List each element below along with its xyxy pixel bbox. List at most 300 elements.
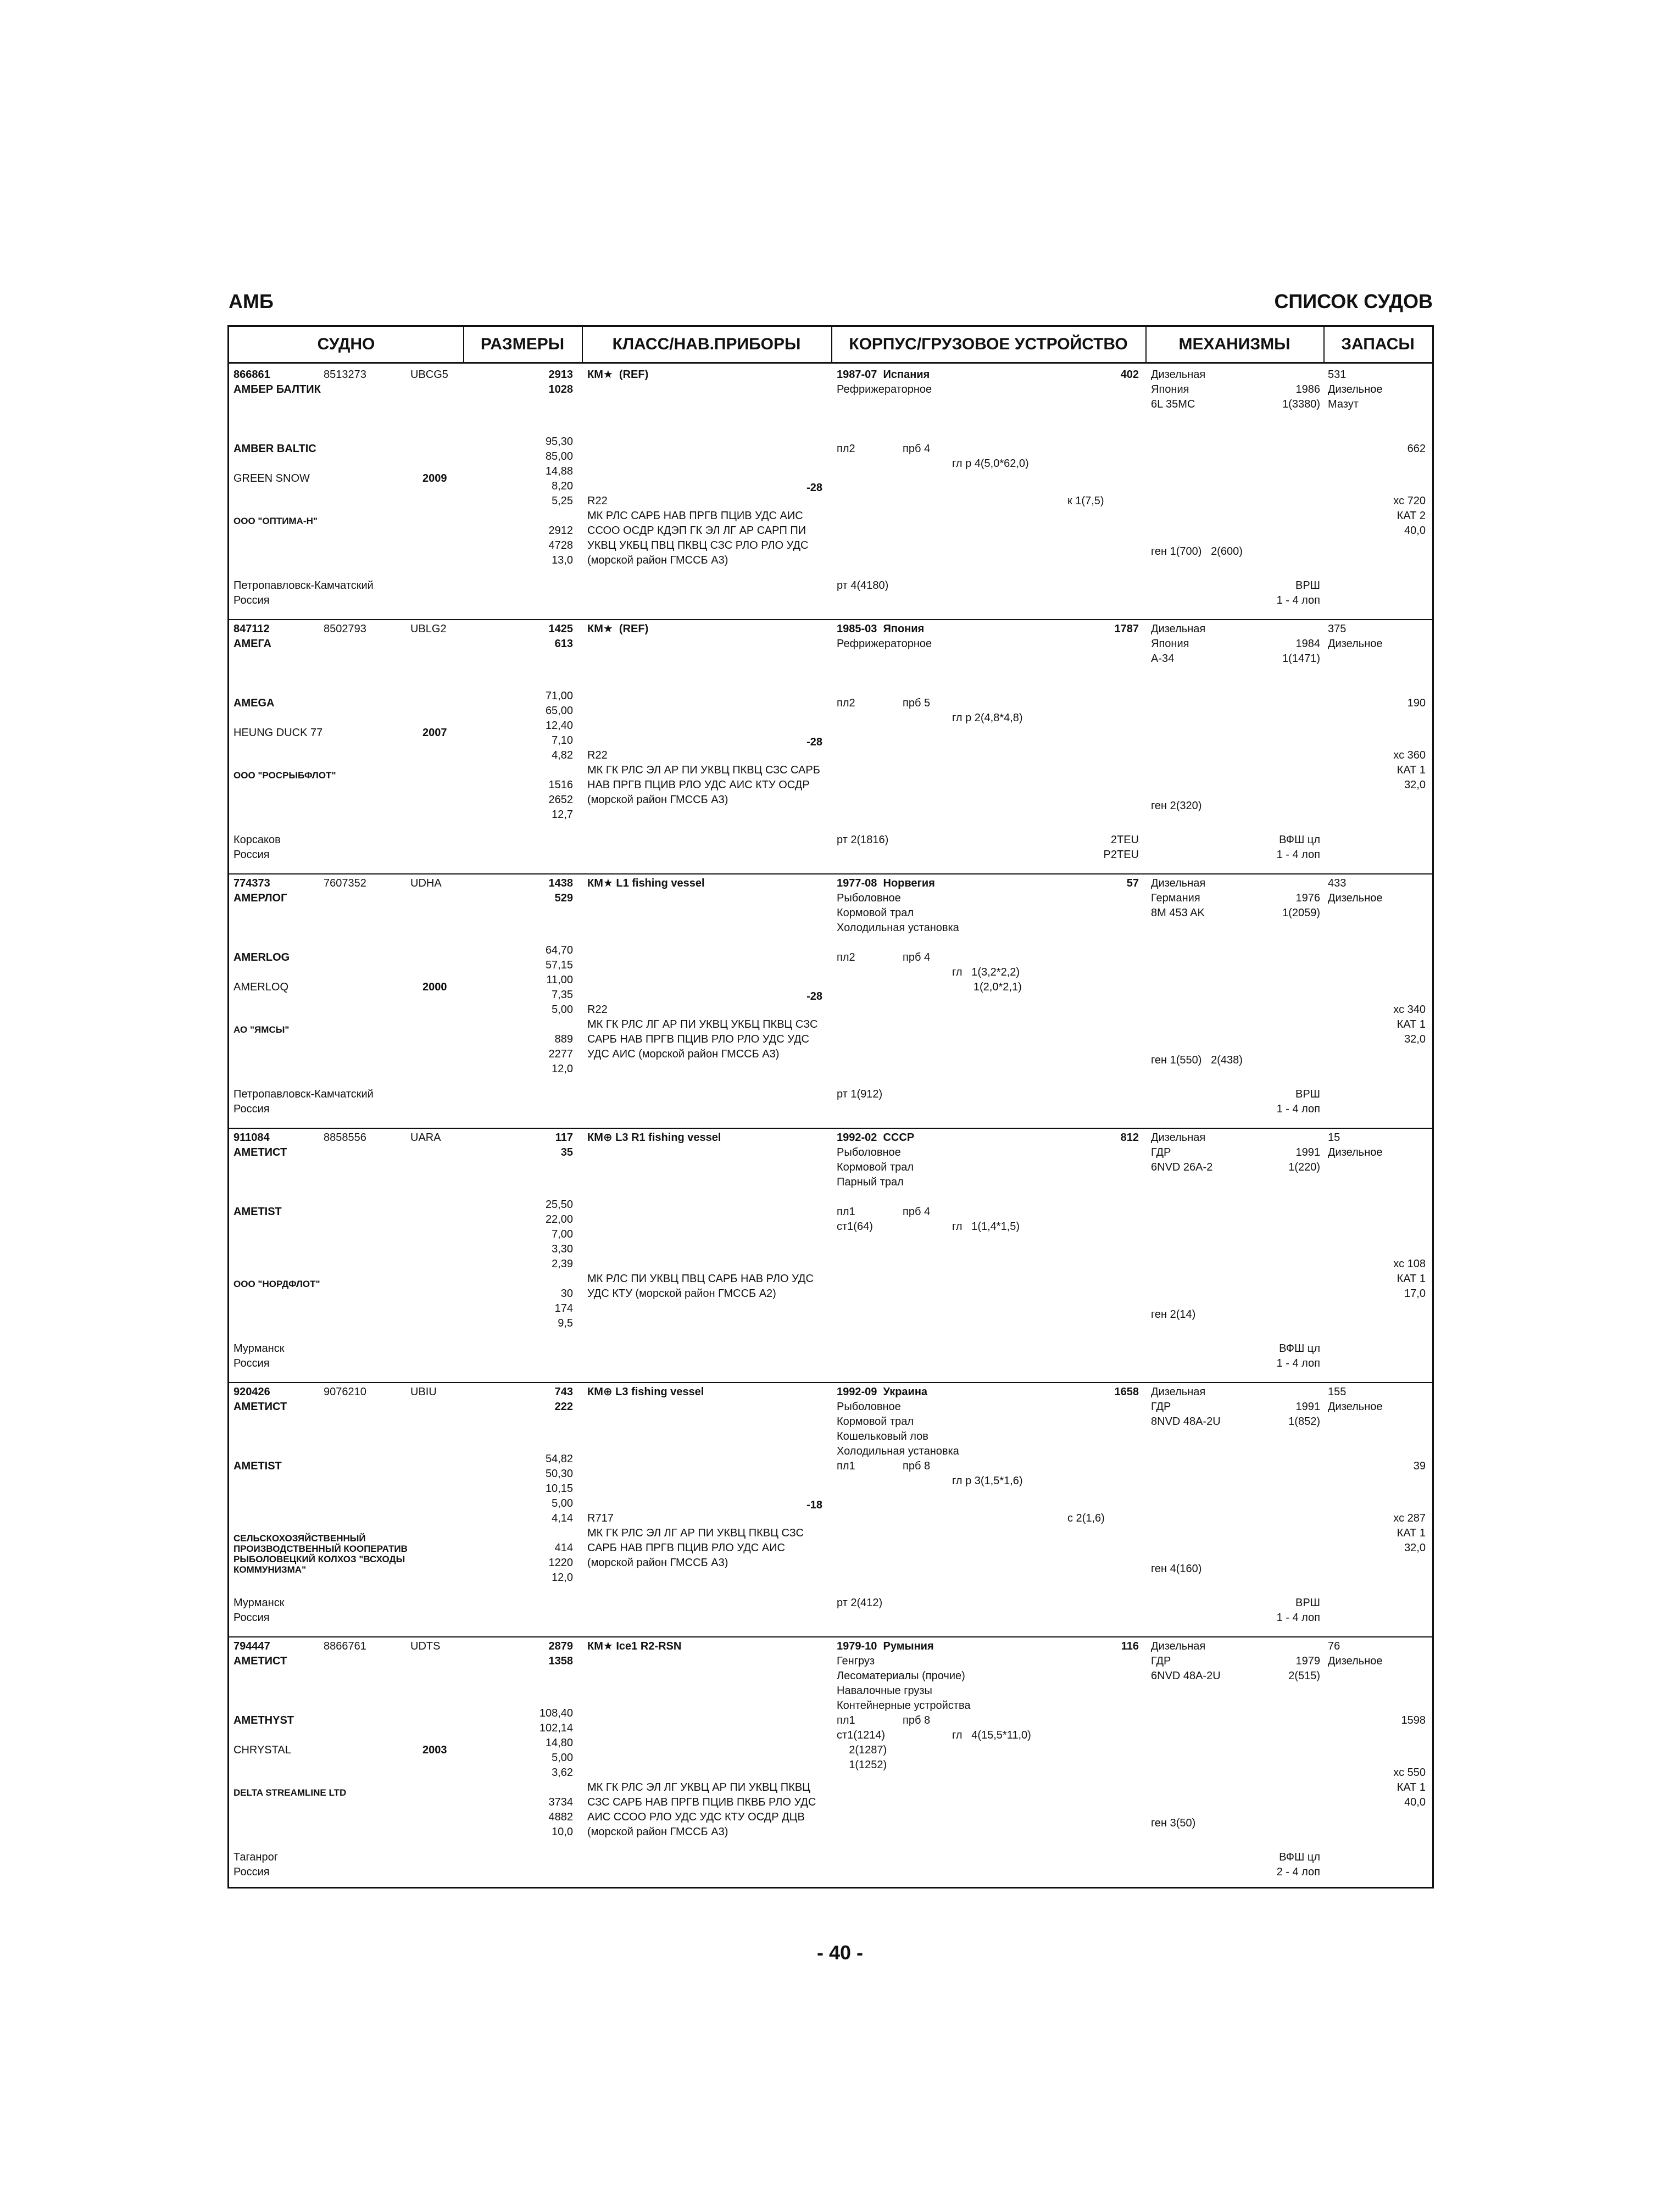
fuel-kind-line: Дизельное [1328,892,1383,904]
fuel-kind [1328,1400,1383,1414]
navigation-equipment: МК РЛС ПИ УКВЦ ПВЦ САРБ НАВ РЛО УДС УДС КТУ (морской район ГМССБ А2) [587,1273,814,1300]
call-sign: UDTS [410,1640,441,1652]
engine-type: Дизельная [1151,1640,1206,1652]
hull-decks: пл1 [837,1460,855,1472]
propeller-blades: 1 - 4 лоп [1276,1103,1320,1115]
displacement: 2277 [548,1048,573,1060]
autonomy-line: 17,0 [1404,1288,1426,1300]
home-port: Корсаков [233,834,281,846]
country: Россия [233,1612,270,1624]
navigation-equipment: МК ГК РЛС ЭЛ ЛГ АР ПИ УКВЦ ПКВЦ СЗС САРБ НАВ ПРГВ ПЦИВ РЛО УДС АИС (морской район ГМССБ А3) [587,1527,804,1569]
former-name: CHRYSTAL [233,1744,291,1756]
fresh-water: 662 [1407,443,1426,455]
dimension-breadth: 10,15 [545,1483,573,1495]
net-tonnage: 222 [554,1401,573,1413]
dimension-length-overall: 25,50 [545,1199,573,1211]
build-number: 812 [1120,1132,1139,1144]
cargo-cranes: к 1(7,5) [1067,495,1104,507]
vessel-record [229,617,1432,874]
engine-model: 6NVD 48A-2U [1151,1670,1221,1682]
autonomy-line: хс 550 [1393,1767,1426,1779]
imo-number: 9076210 [324,1386,366,1398]
fuel-kind [1328,891,1383,906]
autonomy-line: КАТ 1 [1397,764,1426,776]
engine-power: 2(515) [1288,1670,1320,1682]
vessel-types-line: Парный трал [837,1176,904,1188]
dimension-depth: 7,35 [552,989,573,1001]
build-number: 1787 [1114,623,1139,635]
fuel-capacity: 375 [1328,623,1347,635]
propeller-type: ВФШ цл [1279,1851,1320,1863]
vessel-types-line: Холодильная установка [837,922,959,934]
build-number: 402 [1120,369,1139,381]
gross-tonnage: 2879 [548,1640,573,1652]
propeller-blades: 1 - 4 лоп [1276,594,1320,606]
generators: ген 4(160) [1151,1563,1202,1575]
propeller-blades: 1 - 4 лоп [1276,1612,1320,1624]
vessel-types-line: Рефрижераторное [837,638,932,650]
gross-tonnage: 743 [554,1386,573,1398]
propeller-type: ВРШ [1295,1597,1320,1609]
build-number: 116 [1121,1640,1139,1652]
engine-power: 1(3380) [1282,398,1320,410]
vessel-types-line: Рефрижераторное [837,383,932,395]
dimension-depth: 5,00 [552,1752,573,1764]
hatch-details: гл 4(15,5*11,0) [952,1729,1031,1741]
dimension-length-pp: 102,14 [539,1722,573,1734]
class-notation: КМ★ Ice1 R2-RSN [587,1640,682,1652]
dimension-length-overall: 71,00 [545,690,573,702]
speed: 12,7 [552,809,573,821]
column-header-machinery: МЕХАНИЗМЫ [1178,335,1290,353]
engine-model: 8M 453 AK [1151,907,1205,919]
class-notation: КМ★ (REF) [587,369,649,381]
reefer-holds: рт 1(912) [837,1088,883,1100]
reefer-holds: рт 2(412) [837,1597,883,1609]
generators: ген 2(14) [1151,1308,1196,1321]
fresh-water: 39 [1413,1460,1426,1472]
engine-model: A-34 [1151,653,1175,665]
hatch-details: гл р 3(1,5*1,6) [952,1475,1023,1487]
vessel-name-latin: AMERLOG [233,951,290,963]
refrigerant: R22 [587,495,608,507]
column-header-stores: ЗАПАСЫ [1341,335,1415,353]
owner: СЕЛЬСКОХОЗЯЙСТВЕННЫЙ ПРОИЗВОДСТВЕННЫЙ КООПЕРАТИВ РЫБОЛОВЕЦКИЙ КОЛХОЗ "ВСХОДЫ КОММУНИЗМА" [233,1533,408,1575]
hull-decks: пл1 ст1(1214) 2(1287) 1(1252) [837,1714,887,1771]
engine-power: 1(2059) [1282,907,1320,919]
hatch-details: гл 1(3,2*2,2) 1(2,0*2,1) [952,966,1022,993]
former-name: HEUNG DUCK 77 [233,727,323,739]
build-year-country: 1985-03 Япония [837,623,925,635]
registry-number: 920426 [233,1386,270,1398]
vessel-name-latin: AMETHYST [233,1714,294,1726]
owner: ООО "РОСРЫБФЛОТ" [233,770,336,781]
dimension-draught: 5,00 [552,1004,573,1016]
autonomy-line: 40,0 [1404,1796,1426,1808]
call-sign: UARA [410,1132,441,1144]
autonomy-line: КАТ 1 [1397,1781,1426,1793]
propeller-blades: 1 - 4 лоп [1276,1357,1320,1369]
engine-year: 1979 [1295,1655,1320,1667]
displacement: 4728 [548,539,573,552]
registry-number: 774373 [233,877,270,889]
autonomy-line: 32,0 [1404,779,1426,791]
fuel-capacity: 76 [1328,1640,1340,1652]
dimension-length-pp: 22,00 [545,1213,573,1225]
column-divider [463,327,464,362]
propeller-type: ВРШ [1295,580,1320,592]
former-name: GREEN SNOW [233,472,310,484]
build-number: 1658 [1114,1386,1139,1398]
vessel-register-table [227,325,1434,1889]
home-port: Мурманск [233,1342,285,1355]
header-right: СПИСОК СУДОВ [1274,290,1433,313]
hold-count: прб 4 [903,951,931,963]
fuel-kind-line: Дизельное [1328,1401,1383,1413]
dimension-length-pp: 85,00 [545,450,573,463]
hold-count: прб 5 [903,697,931,709]
autonomy-line: 32,0 [1404,1033,1426,1045]
home-port: Петропавловск-Камчатский [233,580,374,592]
column-header-hull-cargo: КОРПУС/ГРУЗОВОЕ УСТРОЙСТВО [849,335,1128,353]
owner: ООО "НОРДФЛОТ" [233,1279,320,1289]
deadweight: 2912 [548,525,573,537]
refrigerant: R22 [587,1004,608,1016]
column-divider [831,327,832,362]
vessel-record [229,363,1432,620]
hull-decks: пл2 [837,697,855,709]
vessel-record [229,1635,1432,1891]
dimension-depth: 7,10 [552,734,573,747]
call-sign: UBIU [410,1386,437,1398]
teu-capacity-alt: P2TEU [1103,849,1139,861]
vessel-record [229,872,1432,1129]
page-number: - 40 - [816,1941,864,1964]
imo-number: 8866761 [324,1640,366,1652]
autonomy [1323,1511,1426,1556]
registry-number: 847112 [233,623,270,635]
fuel-kind [1328,1145,1383,1160]
net-tonnage: 613 [554,638,573,650]
vessel-types-line: Кошельковый лов [837,1430,928,1442]
column-header-dimensions: РАЗМЕРЫ [480,335,565,353]
dimension-draught: 4,82 [552,749,573,761]
imo-number: 8502793 [324,623,366,635]
net-tonnage: 529 [554,892,573,904]
engine-year: 1976 [1295,892,1320,904]
dimension-depth: 8,20 [552,480,573,492]
hatch-details: гл р 4(5,0*62,0) [952,458,1029,470]
dimension-breadth: 14,88 [545,465,573,477]
class-notation: КМ★ L1 fishing vessel [587,877,705,889]
former-name-year: 2009 [422,472,447,484]
fuel-capacity: 433 [1328,877,1347,889]
home-port: Таганрог [233,1851,279,1863]
vessel-name-ru: АМЕТИСТ [233,1146,287,1158]
vessel-types [837,1654,970,1713]
speed: 13,0 [552,554,573,566]
autonomy [1323,748,1426,793]
refrigerant: R22 [587,749,608,761]
vessel-name-latin: AMBER BALTIC [233,443,316,455]
vessel-name-latin: AMETIST [233,1206,282,1218]
vessel-types [837,891,959,935]
hull-decks: пл1 ст1(64) [837,1206,873,1233]
engine-model: 6L 35MC [1151,398,1195,410]
teu-capacity: 2TEU [1110,834,1139,846]
vessel-types-line: Рыболовное [837,892,901,904]
engine-type: Дизельная [1151,369,1206,381]
dimension-depth: 3,30 [552,1243,573,1255]
vessel-types [837,382,932,397]
generators: ген 1(700) 2(600) [1151,545,1243,558]
refrigerant: R717 [587,1512,614,1524]
displacement: 174 [554,1302,573,1314]
engine-year: 1991 [1295,1401,1320,1413]
owner: DELTA STREAMLINE LTD [233,1787,347,1798]
fuel-kind-line: Мазут [1328,398,1359,410]
hold-count: прб 8 [903,1714,931,1726]
dimension-breadth: 7,00 [552,1228,573,1240]
fuel-capacity: 15 [1328,1132,1340,1144]
column-divider [1323,327,1325,362]
column-divider [1145,327,1147,362]
dimension-breadth: 12,40 [545,720,573,732]
propeller-blades: 2 - 4 лоп [1276,1866,1320,1878]
column-header-class-nav: КЛАСС/НАВ.ПРИБОРЫ [612,335,801,353]
build-year-country: 1979-10 Румыния [837,1640,934,1652]
autonomy-line: хс 340 [1393,1004,1426,1016]
net-tonnage: 1028 [548,383,573,395]
registry-number: 794447 [233,1640,270,1652]
propeller-type: ВФШ цл [1279,1342,1320,1355]
speed: 9,5 [558,1317,573,1329]
speed: 10,0 [552,1826,573,1838]
vessel-types-line: Генгруз [837,1655,875,1667]
engine-type: Дизельная [1151,623,1206,635]
vessel-name-latin: AMETIST [233,1460,282,1472]
engine-country: Япония [1151,638,1189,650]
dimension-length-overall: 64,70 [545,944,573,956]
engine-model: 8NVD 48A-2U [1151,1416,1221,1428]
engine-power: 1(1471) [1282,653,1320,665]
fuel-kind [1328,382,1383,412]
country: Россия [233,849,270,861]
home-port: Мурманск [233,1597,285,1609]
fuel-capacity: 155 [1328,1386,1347,1398]
dimension-length-overall: 108,40 [539,1707,573,1719]
former-name-year: 2003 [422,1744,447,1756]
vessel-record [229,1126,1432,1383]
autonomy [1323,494,1426,538]
dimension-draught: 3,62 [552,1767,573,1779]
hold-count: прб 4 [903,1206,931,1218]
autonomy-line: КАТ 1 [1397,1273,1426,1285]
navigation-equipment: МК ГК РЛС ЛГ АР ПИ УКВЦ УКБЦ ПКВЦ СЗС САРБ НАВ ПРГВ ПЦИВ РЛО РЛО УДС УДС УДС АИС (морской район ГМССБ А3) [587,1018,818,1060]
vessel-types-line: Холодильная установка [837,1445,959,1457]
country: Россия [233,1357,270,1369]
autonomy-line: хс 287 [1393,1512,1426,1524]
navigation-equipment: МК ГК РЛС ЭЛ ЛГ УКВЦ АР ПИ УКВЦ ПКВЦ СЗС САРБ НАВ ПРГВ ПЦИВ ПКВБ РЛО УДС АИС ССОО РЛО УДС УДС КТУ ОСДР ДЦВ (морской район ГМССБ А3) [587,1781,816,1838]
fuel-kind [1328,1654,1383,1669]
country: Россия [233,594,270,606]
dimension-draught: 4,14 [552,1512,573,1524]
fresh-water: 190 [1407,697,1426,709]
dimension-draught: 5,25 [552,495,573,507]
net-tonnage: 35 [560,1146,573,1158]
engine-power: 1(852) [1288,1416,1320,1428]
engine-year: 1986 [1295,383,1320,395]
dimension-length-pp: 50,30 [545,1468,573,1480]
vessel-types-line: Лесоматериалы (прочие) [837,1670,965,1682]
registry-number: 866861 [233,369,270,381]
dimension-length-pp: 65,00 [545,705,573,717]
autonomy-line: 40,0 [1404,525,1426,537]
propeller-blades: 1 - 4 лоп [1276,849,1320,861]
engine-country: ГДР [1151,1146,1171,1158]
fuel-kind-line: Дизельное [1328,1146,1383,1158]
displacement: 4882 [548,1811,573,1823]
autonomy-line: хс 720 [1393,495,1426,507]
vessel-types [837,1145,914,1190]
registry-number: 911084 [233,1132,270,1144]
fuel-capacity: 531 [1328,369,1347,381]
engine-type: Дизельная [1151,1132,1206,1144]
net-tonnage: 1358 [548,1655,573,1667]
vessel-types-line: Кормовой трал [837,1161,914,1173]
dimension-length-overall: 54,82 [545,1453,573,1465]
navigation-equipment: МК РЛС САРБ НАВ ПРГВ ПЦИВ УДС АИС ССОО ОСДР КДЭП ГК ЭЛ ЛГ АР САРП ПИ УКВЦ УКБЦ ПВЦ ПКВЦ СЗС РЛО РЛО УДС (морской район ГМССБ А3) [587,510,809,566]
autonomy-line: хс 360 [1393,749,1426,761]
country: Россия [233,1866,270,1878]
refrigeration-temperature: -18 [806,1499,822,1511]
speed: 12,0 [552,1063,573,1075]
hold-count: прб 4 [903,443,931,455]
dimension-draught: 2,39 [552,1258,573,1270]
vessel-name-ru: АМЕТИСТ [233,1655,287,1667]
vessel-name-ru: АМЕТИСТ [233,1401,287,1413]
vessel-types [837,1400,959,1459]
vessel-types-line: Кормовой трал [837,907,914,919]
owner: АО "ЯМСЫ" [233,1024,290,1035]
fuel-kind [1328,637,1383,651]
vessel-record [229,1380,1432,1637]
dimension-depth: 5,00 [552,1497,573,1509]
fuel-kind-line: Дизельное [1328,638,1383,650]
home-port: Петропавловск-Камчатский [233,1088,374,1100]
call-sign: UDHA [410,877,442,889]
vessel-types-line: Контейнерные устройства [837,1700,971,1712]
fresh-water: 1598 [1401,1714,1426,1726]
former-name-year: 2000 [422,981,447,993]
vessel-name-ru: АМБЕР БАЛТИК [233,383,321,395]
hold-count: прб 8 [903,1460,931,1472]
reefer-holds: рт 4(4180) [837,580,889,592]
hull-decks: пл2 [837,443,855,455]
autonomy-line: КАТ 1 [1397,1527,1426,1539]
vessel-name-latin: AMEGA [233,697,275,709]
engine-model: 6NVD 26A-2 [1151,1161,1213,1173]
gross-tonnage: 117 [555,1132,573,1144]
autonomy-line: 32,0 [1404,1542,1426,1554]
engine-country: ГДР [1151,1401,1171,1413]
engine-country: Япония [1151,383,1189,395]
dimension-breadth: 14,80 [545,1737,573,1749]
displacement: 2652 [548,794,573,806]
deadweight: 889 [554,1033,573,1045]
dimension-length-overall: 95,30 [545,436,573,448]
generators: ген 2(320) [1151,800,1202,812]
vessel-name-ru: АМЕРЛОГ [233,892,287,904]
class-notation: КМ⊕ L3 fishing vessel [587,1386,704,1398]
deadweight: 1516 [548,779,573,791]
class-notation: КМ⊕ L3 R1 fishing vessel [587,1132,721,1144]
build-year-country: 1977-08 Норвегия [837,877,935,889]
engine-year: 1991 [1295,1146,1320,1158]
column-divider [582,327,583,362]
hatch-details: гл 1(1,4*1,5) [952,1221,1020,1233]
hatch-details: гл р 2(4,8*4,8) [952,712,1023,724]
navigation-equipment: МК ГК РЛС ЭЛ АР ПИ УКВЦ ПКВЦ СЗС САРБ НАВ ПРГВ ПЦИВ РЛО УДС АИС КТУ ОСДР (морской район ГМССБ А3) [587,764,820,806]
vessel-types [837,637,932,651]
generators: ген 3(50) [1151,1817,1196,1829]
vessel-types-line: Навалочные грузы [837,1685,932,1697]
fuel-kind-line: Дизельное [1328,383,1383,395]
build-year-country: 1987-07 Испания [837,369,930,381]
refrigeration-temperature: -28 [806,736,822,748]
imo-number: 8858556 [324,1132,366,1144]
vessel-name-ru: АМЕГА [233,638,271,650]
class-notation: КМ★ (REF) [587,623,649,635]
deadweight: 414 [554,1542,573,1554]
imo-number: 7607352 [324,877,366,889]
gross-tonnage: 1438 [548,877,573,889]
displacement: 1220 [548,1557,573,1569]
column-header-vessel: СУДНО [317,335,375,353]
propeller-type: ВРШ [1295,1088,1320,1100]
deadweight: 3734 [548,1796,573,1808]
speed: 12,0 [552,1572,573,1584]
cargo-cranes: с 2(1,6) [1067,1512,1105,1524]
former-name-year: 2007 [422,727,447,739]
autonomy-line: КАТ 1 [1397,1018,1426,1030]
engine-country: Германия [1151,892,1200,904]
hull-decks: пл2 [837,951,855,963]
autonomy [1323,1257,1426,1301]
build-year-country: 1992-02 СССР [837,1132,915,1144]
engine-type: Дизельная [1151,877,1206,889]
gross-tonnage: 1425 [548,623,573,635]
country: Россия [233,1103,270,1115]
fuel-kind-line: Дизельное [1328,1655,1383,1667]
autonomy-line: КАТ 2 [1397,510,1426,522]
autonomy [1323,1002,1426,1047]
refrigeration-temperature: -28 [806,482,822,494]
owner: ООО "ОПТИМА-Н" [233,516,318,526]
reefer-holds: рт 2(1816) [837,834,889,846]
dimension-length-pp: 57,15 [545,959,573,971]
former-name: AMERLOQ [233,981,289,993]
engine-year: 1984 [1295,638,1320,650]
gross-tonnage: 2913 [548,369,573,381]
autonomy-line: хс 108 [1393,1258,1426,1270]
autonomy [1323,1765,1426,1810]
call-sign: UBCG5 [410,369,448,381]
engine-country: ГДР [1151,1655,1171,1667]
vessel-types-line: Рыболовное [837,1401,901,1413]
build-year-country: 1992-09 Украина [837,1386,928,1398]
build-number: 57 [1126,877,1139,889]
